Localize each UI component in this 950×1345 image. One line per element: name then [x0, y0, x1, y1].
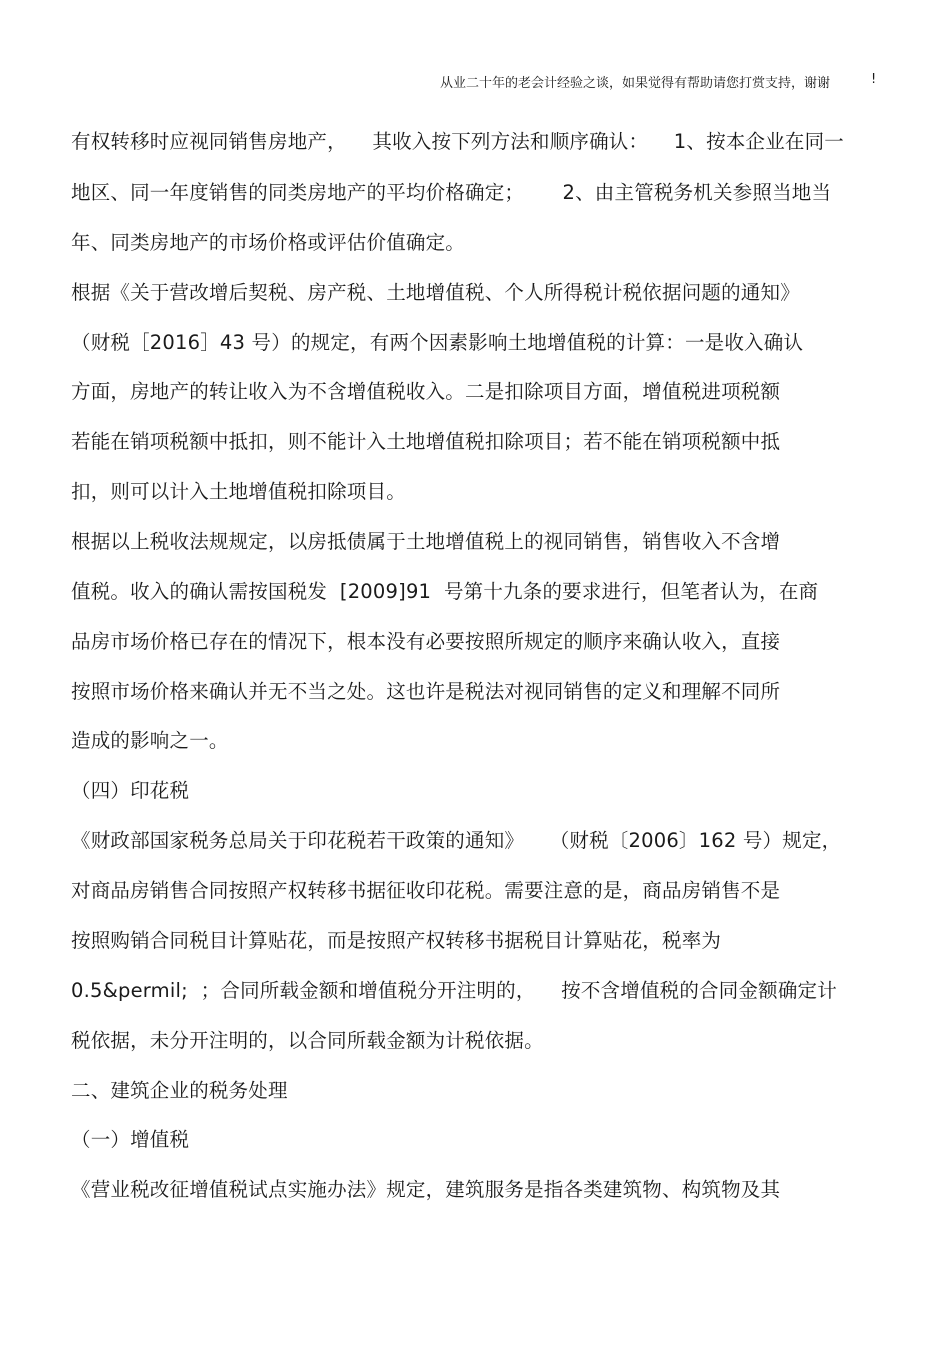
- body-line: 税依据，未分开注明的，以合同所载金额为计税依据。: [71, 1029, 544, 1052]
- body-line: 按照购销合同税目计算贴花，而是按照产权转移书据税目计算贴花，税率为: [71, 929, 722, 952]
- header-note: 从业二十年的老会计经验之谈，如果觉得有帮助请您打赏支持，谢谢: [440, 76, 831, 91]
- body-line: 有权转移时应视同销售房地产， 其收入按下列方法和顺序确认： 1、按本企业在同一: [71, 130, 844, 153]
- section-heading: （四）印花税: [71, 779, 190, 802]
- body-line: 《财政部国家税务总局关于印花税若干政策的通知》 （财税〔2006〕162 号）规定，: [71, 829, 842, 852]
- body-line: 按照市场价格来确认并无不当之处。这也许是税法对视同销售的定义和理解不同所: [71, 680, 781, 703]
- body-line: 地区、同一年度销售的同类房地产的平均价格确定； 2、由主管税务机关参照当地当: [71, 181, 832, 204]
- body-line: 方面，房地产的转让收入为不含增值税收入。二是扣除项目方面，增值税进项税额: [71, 380, 781, 403]
- body-line: 对商品房销售合同按照产权转移书据征收印花税。需要注意的是，商品房销售不是: [71, 879, 781, 902]
- body-line: 值税。收入的确认需按国税发 [2009]91 号第十九条的要求进行，但笔者认为，在商: [71, 580, 819, 603]
- body-line: 根据以上税收法规规定，以房抵债属于土地增值税上的视同销售，销售收入不含增: [71, 530, 781, 553]
- body-line: 年、同类房地产的市场价格或评估价值确定。: [71, 231, 466, 254]
- page-header: [0, 72, 950, 92]
- header-exclamation: !: [871, 72, 877, 87]
- body-line: 0.5&permil; ；合同所载金额和增值税分开注明的， 按不含增值税的合同金额确定计: [71, 979, 837, 1002]
- body-line: 造成的影响之一。: [71, 729, 229, 752]
- section-heading: 二、建筑企业的税务处理: [71, 1079, 288, 1102]
- body-line: 若能在销项税额中抵扣，则不能计入土地增值税扣除项目；若不能在销项税额中抵: [71, 430, 781, 453]
- section-heading: （一）增值税: [71, 1128, 190, 1151]
- body-line: （财税［2016］43 号）的规定，有两个因素影响土地增值税的计算：一是收入确认: [71, 331, 804, 354]
- body-line: 《营业税改征增值税试点实施办法》规定，建筑服务是指各类建筑物、构筑物及其: [71, 1178, 781, 1201]
- body-line: 根据《关于营改增后契税、房产税、土地增值税、个人所得税计税依据问题的通知》: [71, 281, 800, 304]
- body-line: 品房市场价格已存在的情况下，根本没有必要按照所规定的顺序来确认收入，直接: [71, 630, 781, 653]
- body-line: 扣，则可以计入土地增值税扣除项目。: [71, 480, 406, 503]
